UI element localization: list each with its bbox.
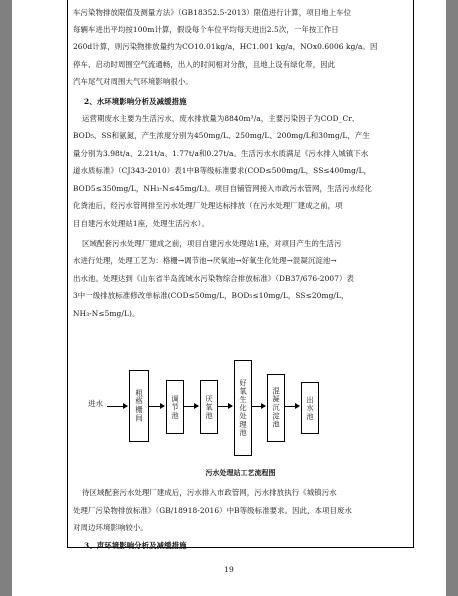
paragraph-line: 区域配套污水处理厂建成之前，项目自建污水处理站1座，对项目产生的生活污 (82, 239, 342, 248)
paragraph-line: 水进行处理，处理工艺为：格栅→调节池→厌氧池→好氧生化处理→混凝沉淀池→ (73, 256, 337, 265)
paragraph-line: 目自建污水处理站1座，处理生活污水）。 (73, 219, 209, 228)
paragraph-line: 3中一级排放标准修改单标准(COD≤50mg/L，BOD₅≤10mg/L，SS≤20mg/L， (73, 291, 349, 300)
flow-step-screen: 粗格栅间 (129, 370, 149, 442)
paragraph-line: 出水池。处理达到《山东省半岛流域水污染物综合排放标准》（DB37/676-2007）表 (73, 274, 354, 283)
section-heading-noise: 3、声环境影响分析及减缓措施 (84, 541, 187, 550)
flow-step-anaerobic: 厌氧池 (200, 380, 218, 434)
flow-arrow (251, 406, 265, 407)
paragraph-line: 车污染物排放限值及测量方法》（GB18352.5-2013）限值进行计算，项目地上车位 (73, 8, 352, 17)
paragraph-line: 道水质标准》（CJ343-2010）表1中B等级标准要求(COD≤500mg/L，SS≤400mg/L， (73, 166, 372, 175)
paragraph-line: 待区域配套污水处理厂建成后，污水排入市政管网，污水排放执行《城镇污水 (82, 488, 337, 497)
paragraph-line: 每辆车进出平均按100m计算，假设每个车位平均每天进出2.5次，一年按工作日 (73, 25, 339, 34)
diagram-caption: 污水处理站工艺流程图 (205, 468, 276, 477)
flow-arrow (107, 406, 127, 407)
paragraph-line: 量分别为3.98t/a、2.21t/a、1.77t/a和0.27t/a。生活污水水质满足《污水排入城镇下水 (73, 149, 369, 158)
flow-arrow (217, 406, 232, 407)
flow-arrow (183, 406, 198, 407)
diagram-input-label: 进水 (88, 399, 103, 408)
page-number: 19 (224, 565, 234, 574)
flow-step-outlet: 出水池 (301, 382, 319, 434)
document-page (12, 0, 446, 596)
paragraph-line: 汽车尾气对周围大气环境影响很小。 (73, 77, 193, 86)
paragraph-line: 对周边环境影响较小。 (73, 523, 148, 532)
paragraph-line: NH₃-N≤5mg/L)。 (73, 309, 140, 318)
flow-arrow (284, 406, 299, 407)
flow-step-aerobic: 好氧生化处理池 (234, 360, 252, 456)
paragraph-line: 运营期废水主要为生活污水，废水排放量为8840m³/a，主要污染因子为COD_Cr、 (82, 114, 360, 123)
section-heading-water: 2、水环境影响分析及减缓措施 (84, 97, 187, 106)
paragraph-line: BOD₅、SS和氨氮，产生浓度分别为450mg/L、250mg/L、200mg/L和30mg/L，产生 (73, 131, 370, 140)
flow-step-coagulation: 混凝沉淀池 (267, 374, 285, 442)
flow-step-equalization: 调节池 (166, 380, 184, 434)
flow-arrow (148, 406, 164, 407)
paragraph-line: 化粪池后，经污水管网排至污水处理厂处理达标排放（在污水处理厂建成之前，项 (73, 201, 343, 210)
paragraph-line: 处理厂污染物排放标准》（GB/18918-2016）中B等级标准要求。因此，本项目废水 (73, 506, 353, 515)
paragraph-line: BOD5≤350mg/L，NH₃-N≤45mg/L)。项目自铺管网接入市政污水管网，生活污水经化 (73, 184, 372, 193)
paragraph-line: 停车、启动时周围空气流通畅，出入的时间相对分散，且地上设有绿化带，因此 (73, 60, 336, 69)
paragraph-line: 260d计算，则污染物排放量约为CO10.01kg/a，HC1.001 kg/a，NOx0.6006 kg/a。因 (73, 42, 378, 51)
